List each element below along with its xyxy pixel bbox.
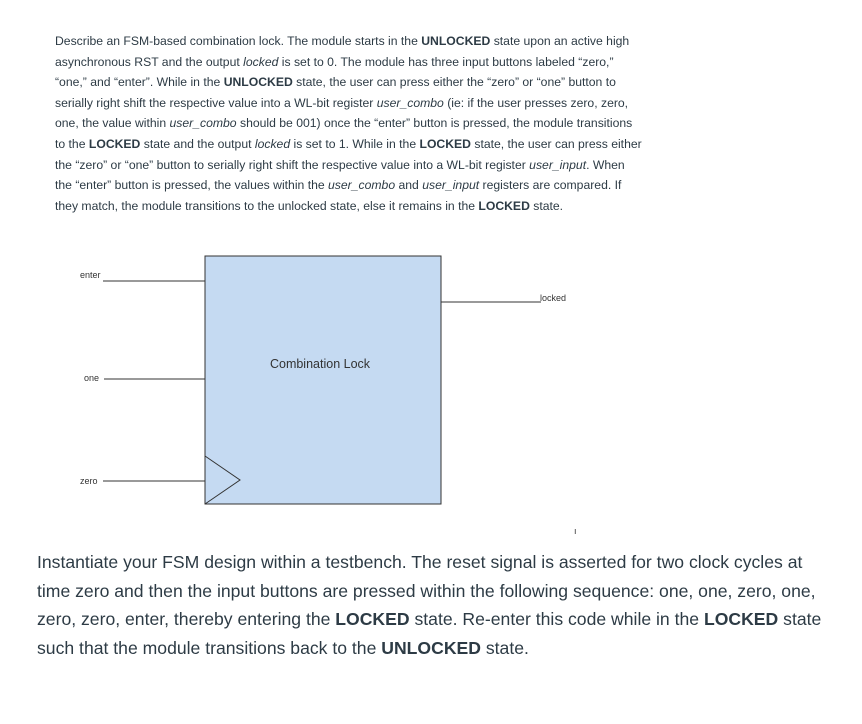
- text-segment: state such that the module transitions back to the: [37, 609, 822, 658]
- text-segment: and: [395, 178, 423, 193]
- block-label: Combination Lock: [269, 357, 371, 371]
- zero-label: zero: [80, 476, 98, 486]
- text-segment: is set to 0. The module has three input buttons labeled “zero,” “one,” and “enter”. While in the: [55, 54, 614, 90]
- text-segment: state.: [480, 637, 529, 658]
- text-segment: user_input: [529, 157, 587, 172]
- locked-label: locked: [540, 293, 567, 303]
- text-segment: registers are compared. If they match, the module transitions to the unlocked state, else it remains in the: [55, 178, 622, 213]
- text-segment: state and the output: [140, 136, 255, 151]
- testbench-instructions: [37, 548, 827, 662]
- text-segment: user_combo: [169, 116, 237, 131]
- enter-label: enter: [80, 270, 101, 280]
- text-segment: Instantiate your FSM design within a testbench. The reset signal is asserted for two clock cycles at time zero and then the input buttons are pressed within the following sequence: one, one, zero, one, zero, zero, enter, thereby entering the: [37, 552, 816, 630]
- text-segment: state.: [529, 198, 564, 213]
- text-segment: UNLOCKED: [421, 34, 491, 48]
- text-segment: (ie: if the user presses zero, zero, one, the value within: [55, 95, 629, 131]
- text-segment: LOCKED: [419, 136, 471, 151]
- text-segment: user_input: [422, 178, 480, 193]
- text-segment: UNLOCKED: [381, 637, 481, 658]
- text-segment: LOCKED: [335, 609, 410, 630]
- one-label: one: [84, 373, 100, 383]
- text-segment: LOCKED: [478, 198, 530, 213]
- text-segment: is set to 1. While in the: [290, 136, 420, 151]
- text-segment: UNLOCKED: [223, 75, 293, 90]
- text-segment: LOCKED: [88, 136, 141, 151]
- text-segment: state upon an active high asynchronous RST and the output: [55, 34, 630, 69]
- text-segment: Describe an FSM-based combination lock. The module starts in the: [55, 34, 422, 48]
- text-segment: LOCKED: [703, 609, 779, 630]
- combination-lock-block: [205, 256, 441, 504]
- text-segment: . When the “enter” button is pressed, the values within the: [55, 157, 625, 193]
- text-segment: state. Re-enter this code while in the: [409, 609, 704, 630]
- text-segment: user_combo: [376, 95, 444, 110]
- text-segment: locked: [243, 54, 279, 69]
- text-segment: state, the user can press either the “zero” or “one” button to serially right shift the respective value into a WL-bit register: [55, 136, 642, 172]
- text-segment: should be 001) once the “enter” button is pressed, the module transitions to the: [55, 116, 633, 151]
- stray-mark: ı: [574, 526, 577, 536]
- text-segment: user_combo: [328, 178, 396, 193]
- text-segment: state, the user can press either the “zero” or “one” button to serially right shift the respective value into a WL-bit register: [55, 75, 616, 110]
- text-segment: locked: [254, 136, 291, 151]
